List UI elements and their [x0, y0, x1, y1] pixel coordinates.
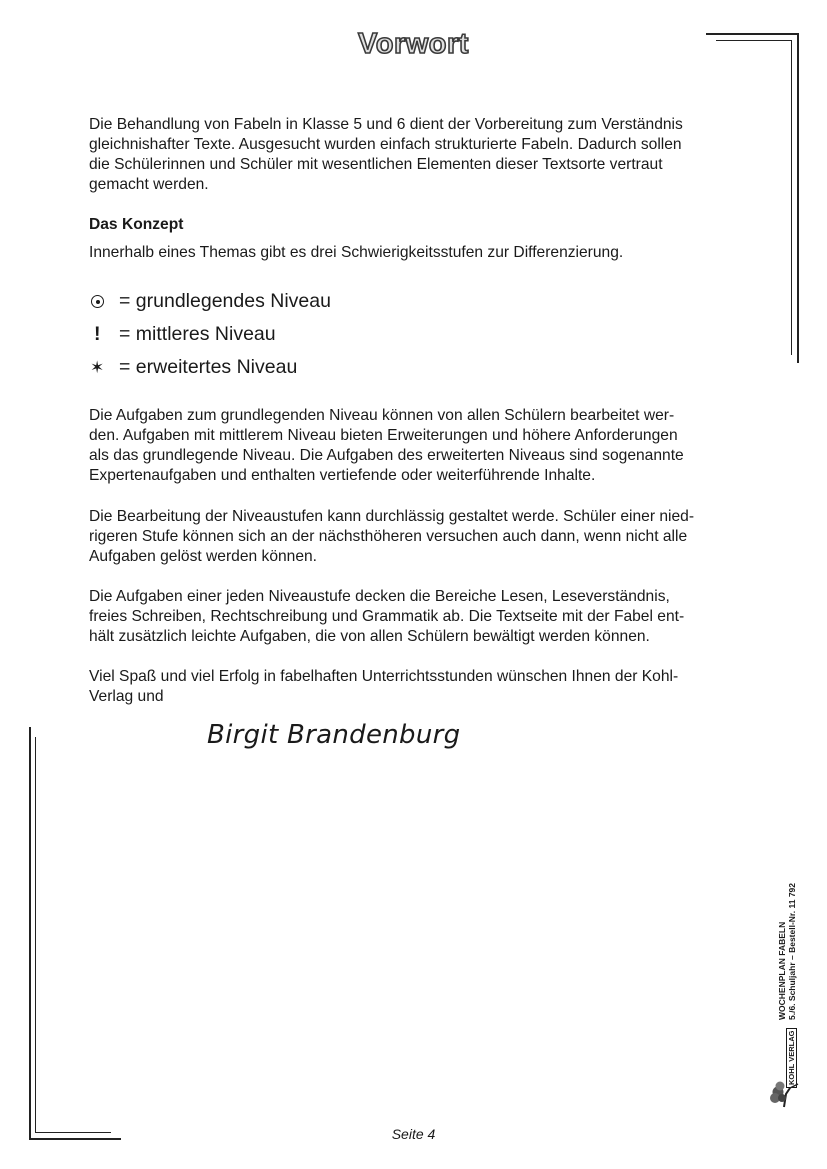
sidebar-title: WOCHENPLAN FABELN	[777, 921, 787, 1020]
paragraph-line: rigeren Stufe können sich an der nächsthöheren versuchen auch dann, wenn nicht alle	[89, 528, 688, 545]
closing-paragraph	[89, 667, 749, 707]
intro-line: Die Behandlung von Fabeln in Klasse 5 und 6 dient der Vorbereitung zum Verständnis	[89, 116, 683, 133]
intro-line: gemacht werden.	[89, 176, 209, 193]
concept-heading: Das Konzept	[89, 216, 184, 233]
frame-right-vertical-line-inner	[791, 40, 792, 355]
sidebar-order-info: 5./6. Schuljahr – Bestell-Nr. 11 792	[787, 882, 797, 1020]
intro-paragraph	[89, 115, 749, 195]
paragraph-levels	[89, 406, 749, 486]
publisher-logo-text: KOHL VERLAG	[786, 1030, 800, 1088]
frame-left-vertical-line	[29, 727, 31, 1139]
author-signature: Birgit Brandenburg	[207, 720, 461, 750]
level-label: = erweitertes Niveau	[119, 356, 298, 378]
concept-text: Innerhalb eines Themas gibt es drei Schwierigkeitsstufen zur Differenzierung.	[89, 244, 624, 261]
paragraph-line: hält zusätzlich leichte Aufgaben, die von allen Schülern bewältigt werden können.	[89, 628, 650, 645]
sidebar-product-info	[777, 845, 805, 1020]
paragraph-line: Viel Spaß und viel Erfolg in fabelhaften Unterrichtsstunden wünschen Ihnen der Kohl-	[89, 668, 679, 685]
paragraph-line: Aufgaben gelöst werden können.	[89, 548, 318, 565]
star-icon: ✶	[90, 357, 105, 377]
level-basic	[89, 290, 331, 313]
paragraph-line: Die Aufgaben einer jeden Niveaustufe decken die Bereiche Lesen, Leseverständnis,	[89, 588, 670, 605]
intro-line: die Schülerinnen und Schüler mit wesentlichen Elementen dieser Textsorte vertraut	[89, 156, 663, 173]
level-label: = grundlegendes Niveau	[119, 290, 331, 312]
paragraph-areas	[89, 587, 749, 647]
paragraph-line: Die Aufgaben zum grundlegenden Niveau können von allen Schülern bearbeitet wer-	[89, 407, 675, 424]
level-medium	[89, 323, 276, 346]
paragraph-line: Die Bearbeitung der Niveaustufen kann durchlässig gestaltet werde. Schüler einer nied-	[89, 508, 695, 525]
tree-logo-icon	[768, 1074, 804, 1108]
level-label: = mittleres Niveau	[119, 323, 276, 345]
paragraph-line: als das grundlegende Niveau. Die Aufgaben des erweiterten Niveaus sind sogenannte	[89, 447, 684, 464]
frame-left-vertical-line-inner	[35, 737, 36, 1133]
paragraph-line: Expertenaufgaben und enthalten vertiefende oder weiterführende Inhalte.	[89, 467, 596, 484]
paragraph-permeability	[89, 507, 749, 567]
paragraph-line: den. Aufgaben mit mittlerem Niveau bieten Erweiterungen und höhere Anforderungen	[89, 427, 678, 444]
frame-right-vertical-line	[797, 33, 799, 363]
intro-line: gleichnishafter Texte. Ausgesucht wurden einfach strukturierte Fabeln. Dadurch sollen	[89, 136, 682, 153]
paragraph-line: Verlag und	[89, 688, 164, 705]
page-title: Vorwort	[358, 28, 469, 60]
exclamation-icon: !	[94, 323, 101, 345]
circle-dot-icon	[89, 295, 119, 308]
page-number: Seite 4	[391, 1126, 436, 1142]
level-extended	[89, 356, 297, 379]
paragraph-line: freies Schreiben, Rechtschreibung und Grammatik ab. Die Textseite mit der Fabel ent-	[89, 608, 685, 625]
